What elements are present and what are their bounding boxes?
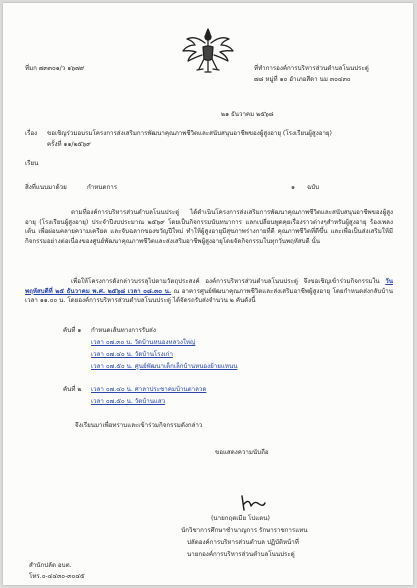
footer-office: สำนักปลัด อบต. — [29, 562, 72, 569]
body-paragraph-1: ตามที่องค์การบริหารส่วนตำบลโนนประดู่ ได้ดำเนินโครงการส่งเสริมการพัฒนาคุณภาพชีวิตและสนับสนุนอาชีพของผู้สูงอายุ (โรงเรียนผู้สูงอายุ) ประจำปีงบประมาณ ๒๕๖๙ โดยเป็นกิจกรรมนันทนาการ แลกเปลี่ยนพูดคุยเรื่องราวต่างๆสำหรับผู้สูงอายุ ร้องเพลง เต้น เพื่อผ่อนคลายความเครียด และจับฉลากของขวัญปีใหม่ ทำให้ผู้สูงอายุมีสุขภาพร่างกายที่ดี คุณภาพชีวิตที่ดีขึ้น และเพื่อเป็นส่งเสริมให้มีกิจกรรมอย่างต่อเนื่องของศูนย์พัฒนาคุณภาพชีวิตและส่งเสริมอาชีพผู้สูงอายุโดยจัดกิจกรรมในทุกวันพฤหัสบดี นั้น — [25, 209, 393, 245]
footer-phone: โทร.๐-๔๔๓๐-๓๐๔๕ — [29, 573, 85, 580]
signatory-title-1: นักวิชาการศึกษาชำนาญการ รักษาราชการแทน — [181, 527, 308, 534]
vehicle-2-label: คันที่ ๒ — [63, 386, 82, 393]
para2-intro: เพื่อให้โครงการดังกล่าวบรรลุไปตามวัตถุประสงค์ องค์การบริหารส่วนตำบลโนนประดู่ จึงขอเชิญเข้าร่วมกิจกรรมใน — [71, 278, 380, 285]
vehicle-1-stop-2: เวลา ๐๗.๔๐ น. วัดบ้านโรงเก่า — [91, 351, 173, 358]
subject-line1: ขอเชิญร่วมอบรมโครงการส่งเสริมการพัฒนาคุณภาพชีวิตและสนับสนุนอาชีพของผู้สูงอายุ (โรงเรียนผู้สูงอายุ) — [47, 130, 332, 137]
sender-address-line1: ที่ทำการองค์การบริหารส่วนตำบลโนนประดู่ — [254, 65, 369, 72]
closing-sentence: จึงเรียนมาเพื่อทราบและเข้าร่วมกิจกรรมดังกล่าว — [75, 422, 203, 429]
handwritten-signature-icon — [239, 494, 267, 512]
vehicle-2-stop-2: เวลา ๐๗.๕๐ น. วัดบ้านแสว — [91, 398, 166, 405]
regards-text: ขอแสดงความนับถือ — [215, 449, 269, 456]
subject-line2: ครั้งที่ ๑๑/๒๕๖๙ — [47, 141, 91, 148]
enclosure-unit: ฉบับ — [307, 184, 320, 191]
vehicle-1-stop-1: เวลา ๐๗.๓๐ น. วัดบ้านหนองหลวงใหญ่ — [91, 339, 196, 346]
signatory-name: (นายกฤตเมีย โปแดน) — [211, 515, 270, 522]
vehicle-1-label: คันที่ ๑ — [63, 327, 82, 334]
vehicle-2-stop-1: เวลา ๐๗.๔๐ น. ศาลาประชาคมบ้านตาลวด — [91, 386, 207, 393]
vehicle-1-route-heading: กำหนดเส้นทางการรับส่ง — [91, 327, 156, 334]
document-number: ที่มก ๗๓๓๐๑/ว ๑๖๗๙ — [25, 65, 85, 72]
recipient-label: เรียน — [25, 160, 39, 167]
enclosure-label: สิ่งที่แนบมาด้วย — [25, 184, 67, 191]
signatory-title-2: ปลัดองค์การบริหารส่วนตำบล ปฏิบัติหน้าที่ — [187, 539, 299, 546]
letter-page — [3, 3, 413, 585]
event-date-highlight: วันพฤหัสบดีที่ ๒๕ ธันวาคม พ.ศ. ๒๕๖๘ เวลา ๐๘.๓๐ น. — [25, 278, 394, 295]
enclosure-item: กำหนดการ — [87, 184, 118, 191]
para2-details: ณ อาคารศูนย์พัฒนาคุณภาพชีวิตและส่งเสริมอาชีพผู้สูงอายุ โดยกำหนดส่งกลับบ้านเวลา ๑๑.๐๐ น. โดยองค์การบริหารส่วนตำบลโนนประดู่ ได้จัดรถรับส่งจำนวน ๒ คันดังนี้ — [25, 287, 393, 305]
body-paragraph-2 — [25, 277, 393, 306]
enclosure-qty: ๑ — [291, 184, 295, 191]
signatory-title-3: นายกองค์การบริหารส่วนตำบลโนนประดู่ — [187, 551, 295, 558]
garuda-emblem-icon — [179, 25, 237, 77]
vehicle-1-stop-3: เวลา ๐๗.๕๐ น. ศูนย์พัฒนาเด็กเล็กบ้านหนองย้ายแหนน — [91, 363, 238, 370]
sender-address-line2: ๗๘ หมู่ที่ ๑๐ อำเภอสีดา นม ๓๐๔๓๐ — [254, 76, 351, 83]
document-date: ๒๑ ธันวาคม ๒๕๖๘ — [221, 111, 274, 118]
subject-label: เรื่อง — [25, 130, 38, 137]
